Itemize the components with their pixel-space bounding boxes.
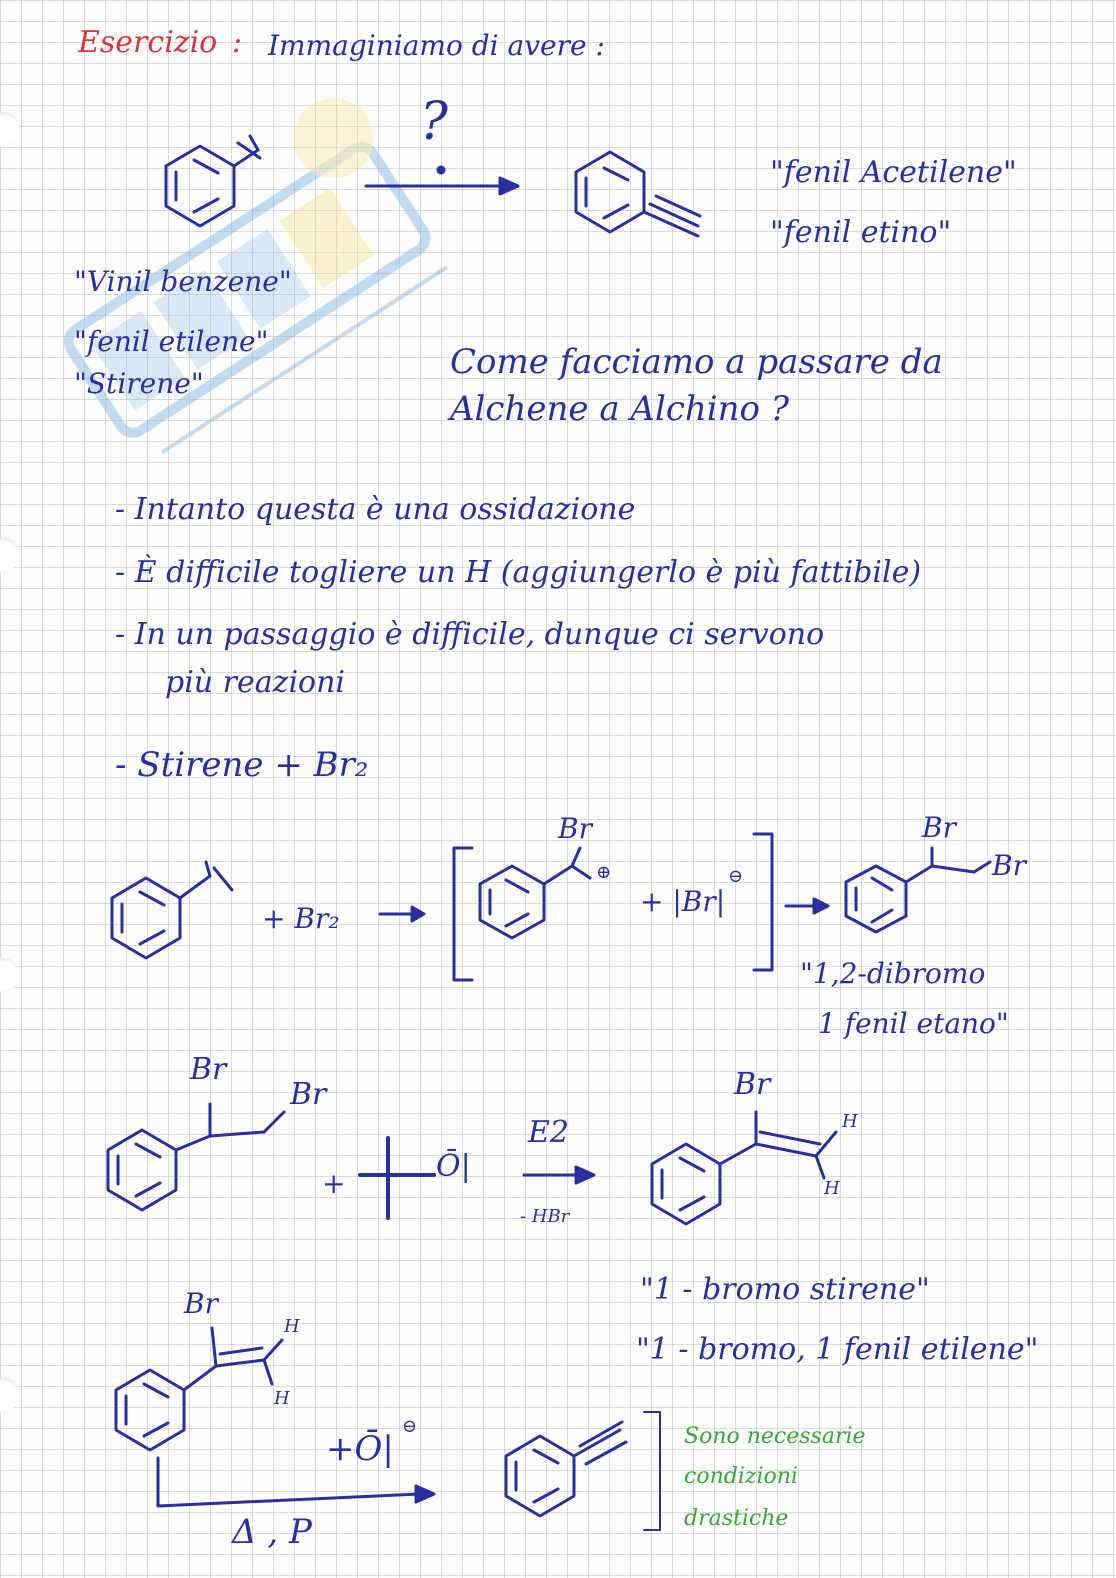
r1-product-br1: Br xyxy=(922,811,956,844)
punch-hole xyxy=(0,958,20,992)
r2-tbutoxide-structure xyxy=(360,1138,434,1218)
name-vinil-benzene: "Vinil benzene" xyxy=(74,265,292,298)
bullet-more-reactions: più reazioni xyxy=(165,665,346,700)
question-line-2: Alchene a Alchino ? xyxy=(450,389,790,429)
r3-base: +Ō| xyxy=(326,1429,394,1469)
bullet-one-step: - In un passaggio è difficile, dunque ci servono xyxy=(115,617,825,652)
r1-br-top: Br xyxy=(558,812,592,845)
r1-bromide: + |Br| xyxy=(640,885,726,918)
name-fenil-etilene: "fenil etilene" xyxy=(74,325,269,358)
r3-h1: H xyxy=(284,1316,300,1337)
r2-product-h2: H xyxy=(824,1178,840,1199)
r1-cation-charge: ⊕ xyxy=(596,862,612,883)
r2-product-name-1: "1 - bromo stirene" xyxy=(640,1272,930,1307)
punch-hole xyxy=(0,1378,20,1412)
r1-product-name-2: 1 fenil etano" xyxy=(818,1007,1009,1040)
styrene-structure xyxy=(166,136,260,226)
r2-base: Ō| xyxy=(436,1149,471,1184)
r2-product-h1: H xyxy=(842,1111,858,1132)
r2-product-br: Br xyxy=(734,1067,771,1102)
r1-plus-br2: + Br₂ xyxy=(262,902,340,935)
r1-dibromo-structure xyxy=(846,848,990,932)
r2-product-name-2: "1 - bromo, 1 fenil etilene" xyxy=(636,1332,1039,1367)
r2-br2: Br xyxy=(290,1077,327,1112)
phenylacetylene-structure xyxy=(576,152,700,236)
r1-styrene-structure xyxy=(112,862,232,958)
r1-product-name-1: "1,2-dibromo xyxy=(800,957,986,990)
r2-plus: + xyxy=(322,1167,346,1200)
r1-anion-charge: ⊖ xyxy=(728,866,744,887)
r3-phenylacetylene-structure xyxy=(506,1422,626,1516)
r3-note-2: condizioni xyxy=(684,1464,798,1489)
bullet-stirene-br2: - Stirene + Br₂ xyxy=(115,745,369,785)
r3-bromostyrene-structure xyxy=(116,1328,282,1450)
r3-h2: H xyxy=(274,1388,290,1409)
name-fenil-acetilene: "fenil Acetilene" xyxy=(770,155,1017,190)
r2-br1: Br xyxy=(190,1052,227,1087)
r1-carbocation-structure xyxy=(480,848,590,938)
bullet-remove-h: - È difficile togliere un H (aggiungerlo è più fattibile) xyxy=(115,555,922,590)
r3-note-bracket xyxy=(644,1412,660,1530)
r2-condition-e2: E2 xyxy=(528,1115,569,1150)
r1-bracket-right xyxy=(754,834,772,970)
r3-charge: ⊖ xyxy=(402,1416,418,1437)
exercise-label: Esercizio xyxy=(78,25,218,60)
r3-conditions: Δ , P xyxy=(232,1512,312,1552)
r3-note-3: drastiche xyxy=(684,1506,789,1531)
r2-condition-hbr: - HBr xyxy=(520,1206,570,1227)
r2-bromostyrene-structure xyxy=(652,1112,836,1224)
header-arrow xyxy=(366,167,518,194)
punch-hole xyxy=(0,112,20,146)
name-fenil-etino: "fenil etino" xyxy=(770,215,952,250)
r1-product-br2: Br xyxy=(992,849,1026,882)
r1-arrow-2 xyxy=(786,899,828,913)
r3-br: Br xyxy=(184,1287,218,1320)
name-stirene: "Stirene" xyxy=(74,367,204,400)
question-line-1: Come facciamo a passare da xyxy=(450,342,943,382)
r1-arrow-1 xyxy=(380,907,424,921)
question-mark: ? xyxy=(420,92,448,152)
bullet-oxidation: - Intanto questa è una ossidazione xyxy=(115,492,636,527)
r3-note-1: Sono necessarie xyxy=(684,1424,866,1449)
r2-dibromo-structure xyxy=(108,1104,284,1210)
r2-arrow xyxy=(524,1167,594,1183)
punch-hole xyxy=(0,538,20,572)
r1-bracket-left xyxy=(454,848,472,980)
exercise-title: Immaginiamo di avere : xyxy=(268,29,605,62)
exercise-colon: : xyxy=(232,25,243,60)
